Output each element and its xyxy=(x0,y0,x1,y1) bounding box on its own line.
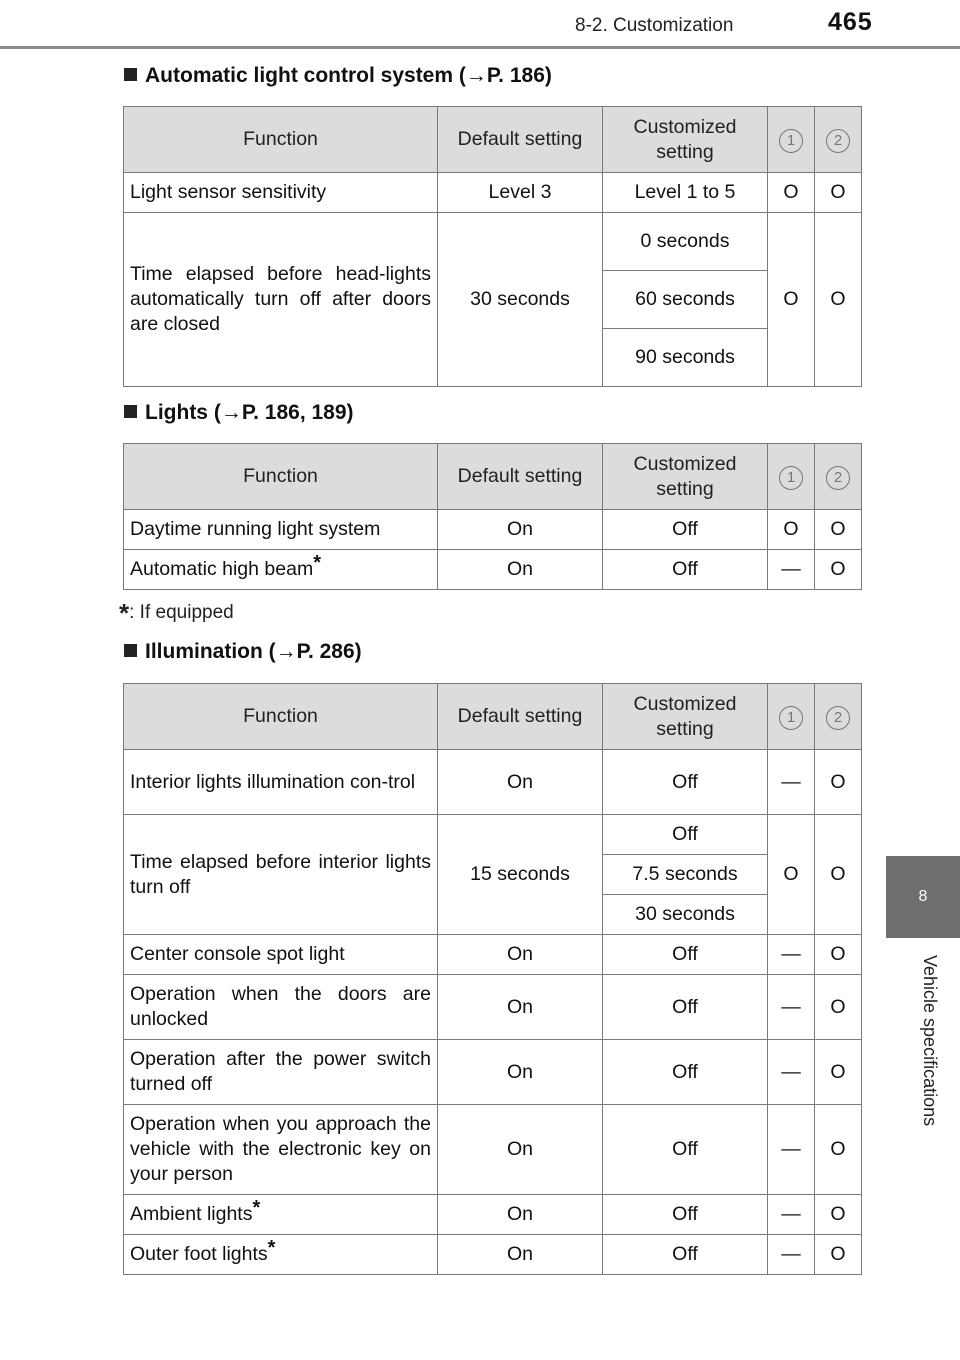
page-header xyxy=(0,0,960,50)
circled-number-icon: 2 xyxy=(826,706,850,730)
footnote xyxy=(119,598,234,629)
default-cell: On xyxy=(438,550,603,590)
customized-cell: 90 seconds xyxy=(603,329,768,387)
col2-cell: O xyxy=(815,815,862,935)
customized-cell: Off xyxy=(603,1040,768,1105)
table-row xyxy=(124,975,862,1040)
customized-cell: 7.5 seconds xyxy=(603,855,768,895)
col-header-2 xyxy=(815,444,862,510)
section-heading-text: Illumination (→P. 286) xyxy=(145,640,362,663)
col-header-2 xyxy=(815,107,862,173)
chapter-title: Vehicle specifications xyxy=(920,955,940,1127)
function-cell xyxy=(124,550,438,590)
col2-cell: O xyxy=(815,1195,862,1235)
function-cell: Operation when you approach the vehicle with the electronic key on your person xyxy=(124,1105,438,1195)
col-header-function: Function xyxy=(124,444,438,510)
customized-cell: Off xyxy=(603,550,768,590)
customized-cell: Off xyxy=(603,815,768,855)
section-title: 8-2. Customization xyxy=(575,15,734,36)
table-row xyxy=(124,510,862,550)
col1-cell: — xyxy=(768,550,815,590)
table-row xyxy=(124,550,862,590)
square-bullet-icon xyxy=(124,405,137,418)
col1-cell: — xyxy=(768,750,815,815)
function-cell xyxy=(124,1235,438,1275)
col2-cell: O xyxy=(815,1105,862,1195)
customized-cell: Off xyxy=(603,750,768,815)
customized-cell: Level 1 to 5 xyxy=(603,173,768,213)
col1-cell: — xyxy=(768,1235,815,1275)
col-header-customized: Customized setting xyxy=(603,107,768,173)
footnote-marker: * xyxy=(267,1237,276,1259)
table-row xyxy=(124,1105,862,1195)
square-bullet-icon xyxy=(124,644,137,657)
page-number: 465 xyxy=(828,8,873,36)
col1-cell: O xyxy=(768,173,815,213)
col1-cell: — xyxy=(768,1040,815,1105)
function-cell: Time elapsed before head-lights automatically turn off after doors are closed xyxy=(124,213,438,387)
col-header-default: Default setting xyxy=(438,444,603,510)
section-heading-text: Lights (→P. 186, 189) xyxy=(145,401,354,424)
col1-cell: — xyxy=(768,1105,815,1195)
default-cell: 15 seconds xyxy=(438,815,603,935)
header-rule xyxy=(0,46,960,49)
circled-number-icon: 1 xyxy=(779,706,803,730)
customized-cell: Off xyxy=(603,935,768,975)
chapter-tab xyxy=(886,856,960,938)
col1-cell: — xyxy=(768,1195,815,1235)
circled-number-icon: 1 xyxy=(779,466,803,490)
table-row xyxy=(124,173,862,213)
table-row xyxy=(124,1235,862,1275)
customized-cell: 60 seconds xyxy=(603,271,768,329)
function-text: Ambient lights xyxy=(130,1203,253,1225)
function-cell: Operation when the doors are unlocked xyxy=(124,975,438,1040)
col-header-customized: Customized setting xyxy=(603,684,768,750)
customized-cell: 30 seconds xyxy=(603,895,768,935)
footnote-text: : If equipped xyxy=(129,602,234,623)
table-header-row xyxy=(124,684,862,750)
customized-cell: Off xyxy=(603,1235,768,1275)
square-bullet-icon xyxy=(124,68,137,81)
table-row xyxy=(124,750,862,815)
table-row xyxy=(124,815,862,855)
default-cell: On xyxy=(438,975,603,1040)
col-header-2 xyxy=(815,684,862,750)
footnote-mark: * xyxy=(119,598,130,628)
col2-cell: O xyxy=(815,975,862,1040)
col2-cell: O xyxy=(815,173,862,213)
table-automatic-light-control xyxy=(123,106,862,387)
customized-cell: Off xyxy=(603,1105,768,1195)
col-header-1 xyxy=(768,444,815,510)
function-text: Automatic high beam xyxy=(130,558,314,580)
footnote-marker: * xyxy=(252,1197,261,1219)
customized-cell: 0 seconds xyxy=(603,213,768,271)
table-row xyxy=(124,213,862,271)
col-header-default: Default setting xyxy=(438,107,603,173)
col2-cell: O xyxy=(815,935,862,975)
customized-cell: Off xyxy=(603,1195,768,1235)
col1-cell: O xyxy=(768,213,815,387)
function-cell: Center console spot light xyxy=(124,935,438,975)
table-header-row xyxy=(124,107,862,173)
table-row xyxy=(124,935,862,975)
customized-cell: Off xyxy=(603,975,768,1040)
col-header-1 xyxy=(768,107,815,173)
function-cell: Daytime running light system xyxy=(124,510,438,550)
table-row xyxy=(124,1040,862,1105)
table-header-row xyxy=(124,444,862,510)
function-cell: Light sensor sensitivity xyxy=(124,173,438,213)
col1-cell: O xyxy=(768,510,815,550)
customized-cell: Off xyxy=(603,510,768,550)
col-header-function: Function xyxy=(124,107,438,173)
function-cell: Operation after the power switch turned off xyxy=(124,1040,438,1105)
table-row xyxy=(124,1195,862,1235)
default-cell: On xyxy=(438,935,603,975)
default-cell: On xyxy=(438,1195,603,1235)
col1-cell: O xyxy=(768,815,815,935)
section-heading-automatic-light-control xyxy=(124,64,552,88)
footnote-marker: * xyxy=(313,552,321,574)
col2-cell: O xyxy=(815,550,862,590)
circled-number-icon: 2 xyxy=(826,129,850,153)
col-header-function: Function xyxy=(124,684,438,750)
default-cell: On xyxy=(438,1105,603,1195)
col2-cell: O xyxy=(815,750,862,815)
col1-cell: — xyxy=(768,975,815,1040)
section-heading-illumination xyxy=(124,640,362,664)
default-cell: On xyxy=(438,510,603,550)
default-cell: Level 3 xyxy=(438,173,603,213)
default-cell: On xyxy=(438,1235,603,1275)
table-lights xyxy=(123,443,862,590)
section-heading-lights xyxy=(124,401,354,425)
col2-cell: O xyxy=(815,1235,862,1275)
col1-cell: — xyxy=(768,935,815,975)
table-illumination xyxy=(123,683,862,1275)
col-header-default: Default setting xyxy=(438,684,603,750)
default-cell: 30 seconds xyxy=(438,213,603,387)
circled-number-icon: 2 xyxy=(826,466,850,490)
function-cell xyxy=(124,1195,438,1235)
col-header-1 xyxy=(768,684,815,750)
chapter-number: 8 xyxy=(918,888,928,905)
function-text: Outer foot lights xyxy=(130,1243,268,1265)
col-header-customized: Customized setting xyxy=(603,444,768,510)
col2-cell: O xyxy=(815,510,862,550)
default-cell: On xyxy=(438,750,603,815)
function-cell: Time elapsed before interior lights turn off xyxy=(124,815,438,935)
col2-cell: O xyxy=(815,213,862,387)
default-cell: On xyxy=(438,1040,603,1105)
function-cell: Interior lights illumination con-trol xyxy=(124,750,438,815)
section-heading-text: Automatic light control system (→P. 186) xyxy=(145,64,552,87)
col2-cell: O xyxy=(815,1040,862,1105)
circled-number-icon: 1 xyxy=(779,129,803,153)
